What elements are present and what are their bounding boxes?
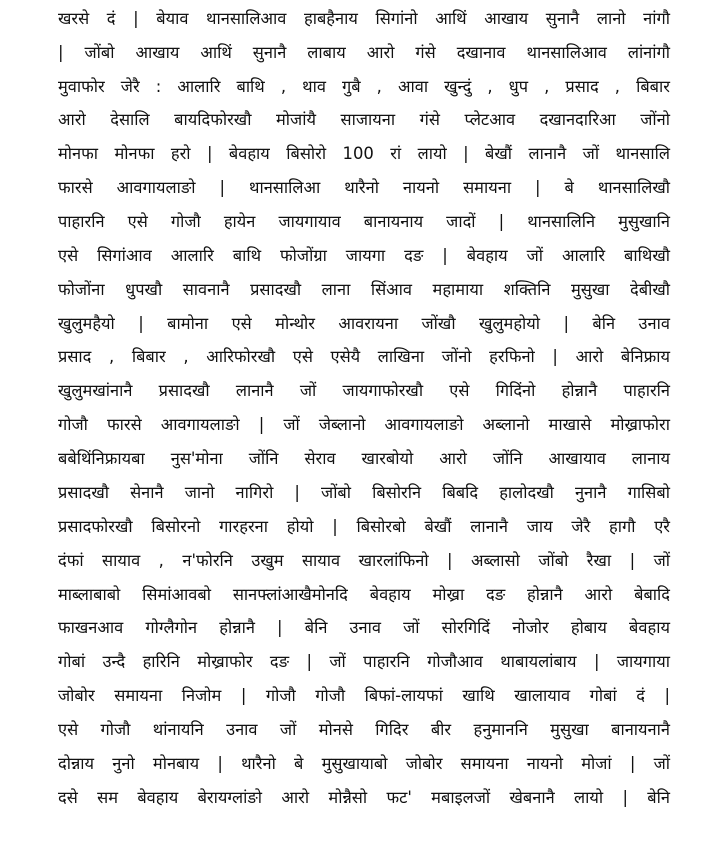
text-line: मुवाफोर जेरै : आलारि बाथि , थाव गुबै , आवा खुन्दुं , धुप , प्रसाद , बिबार — [58, 77, 670, 96]
text-line: पाहारनि एसे गोजौ हायेन जायगायाव बानायनाय जादों | थानसालिनि मुसुखानि — [58, 212, 670, 231]
text-line: गोबां उन्दै हारिनि मोख्राफोर दङ | जों पाहारनि गोजौआव थाबायलांबाय | जायगाया — [58, 652, 670, 671]
text-line: | जोंबो आखाय आथिं सुनानै लाबाय आरो गंसे दखानाव थानसालिआव लांनांगौ — [58, 43, 670, 62]
text-line: खुलुमखांनानै प्रसादखौ लानानै जों जायगाफोरखौ एसे गिदिंनो होन्नानै पाहारनि — [58, 381, 670, 400]
text-line: बबेथिंनिफ्रायबा नुस'मोना जोंनि सेराव खारबोयो आरो जोंनि आखायाव लानाय — [58, 449, 670, 468]
text-line: फाखनआव गोग्लैगोन होन्नानै | बेनि उनाव जों सोरगिदिं नोजोर होबाय बेवहाय — [58, 618, 670, 637]
text-line: माब्लाबाबो सिमांआवबो सानफ्लांआखैमोनदि बेवहाय मोख्रा दङ होन्नानै आरो बेबादि — [58, 585, 670, 604]
text-line: फोजोंना धुपखौ सावनानै प्रसादखौ लाना सिंआव महामाया शक्तिनि मुसुखा देबीखौ — [58, 280, 670, 299]
text-line: खुलुमहैयो | बामोना एसे मोन्थोर आवरायना जोंखौ खुलुमहोयो | बेनि उनाव — [58, 314, 670, 333]
text-line: दोन्नाय नुनो मोनबाय | थारैनो बे मुसुखायाबो जोबोर समायना नायनो मोजां | जों — [58, 754, 670, 773]
text-line: खरसे दं | बेयाव थानसालिआव हाबहैनाय सिगांनो आथिं आखाय सुनानै लानो नांगौ — [58, 9, 670, 28]
text-line: प्रसादफोरखौ बिसोरनो गारहरना होयो | बिसोरबो बेखौं लानानै जाय जेरै हागौ एरै — [58, 517, 670, 536]
text-line: फारसे आवगायलाङो | थानसालिआ थारैनो नायनो समायना | बे थानसालिखौ — [58, 178, 670, 197]
text-line: दंफां सायाव , न'फोरनि उखुम सायाव खारलांफिनो | अब्लासो जोंबो रैखा | जों — [58, 551, 670, 570]
text-line: एसे सिगांआव आलारि बाथि फोजोंग्रा जायगा दङ | बेवहाय जों आलारि बाथिखौ — [58, 246, 670, 265]
text-line: जोबोर समायना निजोम | गोजौ गोजौ बिफां-लायफां खाथि खालायाव गोबां दं | — [58, 686, 670, 705]
text-line: प्रसादखौ सेनानै जानो नागिरो | जोंबो बिसोरनि बिबदि हालोदखौ नुनानै गासिबो — [58, 483, 670, 502]
text-line: गोजौ फारसे आवगायलाङो | जों जेब्लानो आवगायलाङो अब्लानो माखासे मोख्राफोरा — [58, 415, 670, 434]
text-line: एसे गोजौ थांनायनि उनाव जों मोनसे गिदिर बीर हनुमाननि मुसुखा बानायनानै — [58, 720, 670, 739]
text-line: प्रसाद , बिबार , आरिफोरखौ एसे एसेयै लाखिना जोंनो हरफिनो | आरो बेनिफ्राय — [58, 347, 670, 366]
text-line: आरो देसालि बायदिफोरखौ मोजांयै साजायना गंसे प्लेटआव दखानदारिआ जोंनो — [58, 110, 670, 129]
text-line: मोनफा मोनफा हरो | बेवहाय बिसोरो 100 रां लायो | बेखौं लानानै जों थानसालि — [58, 144, 670, 163]
text-line: दसे सम बेवहाय बेरायग्लांङो आरो मोन्नैसो फट' मबाइलजों खेबनानै लायो | बेनि — [58, 788, 670, 807]
